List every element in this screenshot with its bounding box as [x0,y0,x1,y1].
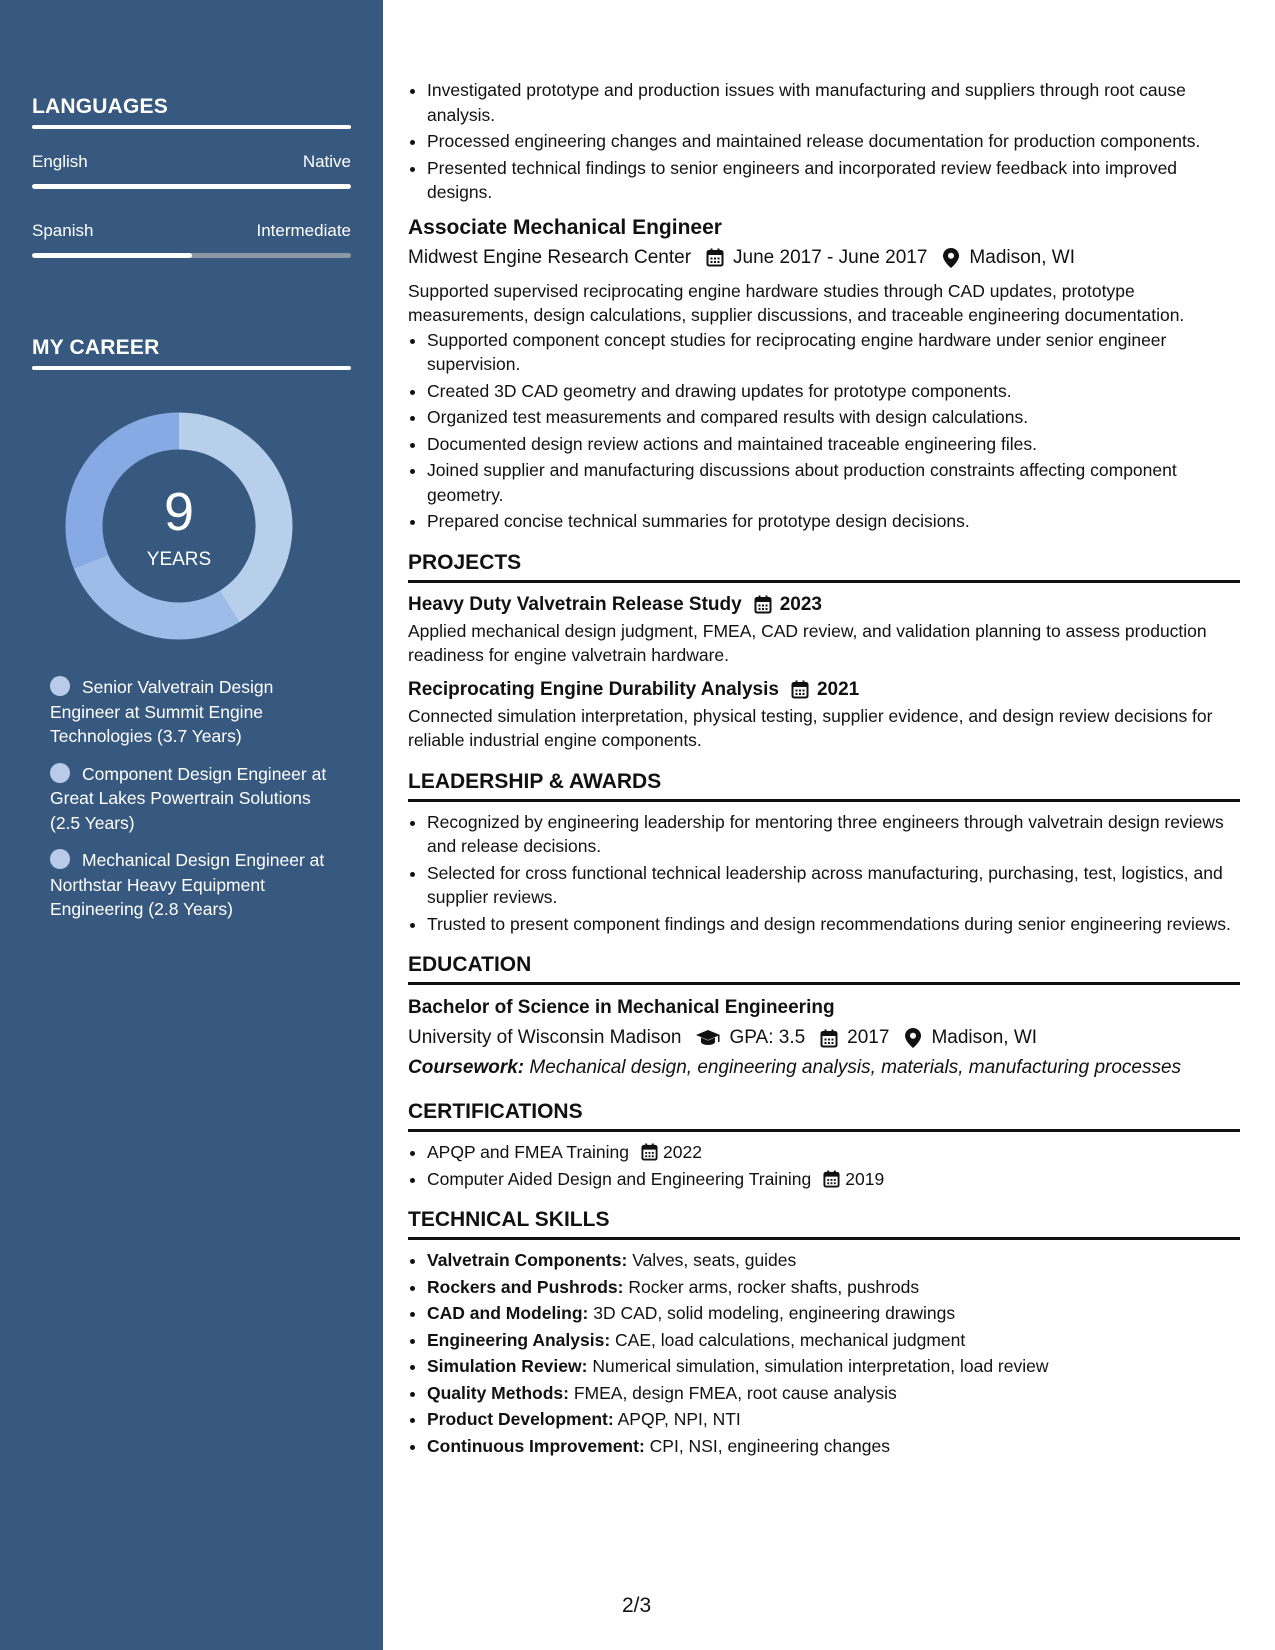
bullet-item: • Processed engineering changes and maintained release documentation for production components. [427,129,1240,154]
project-title [408,676,1240,704]
certifications-heading: CERTIFICATIONS [408,1097,1240,1132]
school-name: University of Wisconsin Madison [408,1027,682,1048]
skill-label: Continuous Improvement: [427,1435,645,1456]
previous-job-bullets [408,78,1240,205]
skill-label: CAD and Modeling: [427,1303,589,1323]
skill-item [427,1301,1240,1326]
skill-value: Numerical simulation, simulation interpretation, load review [592,1356,1049,1376]
bullet-item: • Investigated prototype and production issues with manufacturing and suppliers through root cause analysis. [427,78,1240,127]
career-dot-icon [50,849,70,869]
skill-label: Product Development: [427,1409,614,1429]
skill-label: Valvetrain Components: [427,1250,628,1270]
certifications-list [408,1140,1240,1191]
certification-item [427,1167,1240,1192]
calendar-icon [819,1028,839,1048]
job-bullets [408,328,1240,534]
career-item-label: Senior Valvetrain Design Engineer at Summit Engine Technologies (3.7 Years) [50,677,274,746]
certification-year: 2022 [663,1142,702,1162]
language-level: Native [302,152,351,171]
main-content [408,78,1240,1460]
project-title [408,591,1240,619]
bullet-item: • Prepared concise technical summaries for prototype design decisions. [427,509,1240,534]
skill-value: CAE, load calculations, mechanical judgment [615,1329,966,1350]
career-donut-chart [65,412,293,640]
skill-item [427,1275,1240,1300]
job-meta [408,243,1240,273]
calendar-icon [791,680,811,700]
skill-item [427,1248,1240,1273]
skill-item [427,1381,1240,1406]
languages-rule [32,125,351,129]
school-location: Madison, WI [931,1027,1038,1048]
project-year: 2021 [816,678,860,700]
bullet-item: • Presented technical findings to senior engineers and incorporated review feedback into improved designs. [427,156,1240,205]
certification-year: 2019 [845,1168,885,1189]
career-heading: MY CAREER [32,336,160,359]
career-item-label: Component Design Engineer at Great Lakes Powertrain Solutions (2.5 Years) [50,763,327,833]
job-company: Midwest Engine Research Center [408,246,692,268]
skill-item [427,1434,1240,1459]
project-name: Reciprocating Engine Durability Analysis [408,678,779,700]
bullet-item: • Trusted to present component findings and design recommendations during senior engineering reviews. [427,912,1240,937]
certification-name: • Computer Aided Design and Engineering Training [427,1168,812,1189]
project-description: Connected simulation interpretation, physical testing, supplier evidence, and design review decisions for reliable industrial engine components. [408,705,1213,750]
project-description: Applied mechanical design judgment, FMEA, CAD review, and validation planning to assess production readiness for engine valvetrain hardware. [408,620,1207,665]
bullet-item: • Created 3D CAD geometry and drawing updates for prototype components. [427,379,1240,404]
language-name: English [32,152,88,171]
calendar-icon [705,248,725,268]
language-bar-english [32,184,351,189]
languages-heading: LANGUAGES [32,95,168,118]
coursework-label: Coursework: [408,1057,525,1078]
technical-skills-heading: TECHNICAL SKILLS [408,1205,1240,1240]
career-dot-icon [50,763,70,783]
language-name: Spanish [32,221,94,240]
graduation-year: 2017 [847,1027,890,1048]
education-heading: EDUCATION [408,950,1240,985]
language-bar-fill [32,184,351,189]
calendar-icon [823,1170,841,1188]
education-meta [408,1023,1240,1053]
skill-value: Valves, seats, guides [632,1250,797,1270]
skill-label: Simulation Review: [427,1356,588,1376]
skill-value: Rocker arms, rocker shafts, pushrods [628,1276,920,1297]
career-total: 9 [163,482,195,542]
coursework-text: Mechanical design, engineering analysis, materials, manufacturing processes [529,1057,1182,1078]
career-dot-icon [50,676,70,696]
bullet-item: • Documented design review actions and maintained traceable engineering files. [427,432,1240,457]
location-pin-icon [941,248,961,268]
projects-heading: PROJECTS [408,548,1240,583]
skill-item [427,1407,1240,1432]
skill-value: 3D CAD, solid modeling, engineering drawings [593,1303,956,1323]
bullet-item: • Selected for cross functional technical leadership across manufacturing, purchasing, test, logistics, and supplier reviews. [427,861,1240,910]
job-location: Madison, WI [969,246,1076,268]
language-row-spanish [32,221,351,241]
career-unit: YEARS [146,549,212,570]
job-summary: Supported supervised reciprocating engine hardware studies through CAD updates, prototype measurements, design calculations, supplier discussions, and traceable engineering documentation. [408,280,1185,325]
career-rule [32,366,351,370]
project-name: Heavy Duty Valvetrain Release Study [408,593,742,615]
job-dates: June 2017 - June 2017 [733,246,928,268]
language-bar-spanish [32,253,351,258]
language-bar-fill [32,253,192,258]
graduation-cap-icon [695,1028,721,1048]
project-year: 2023 [779,593,822,615]
language-row-english [32,152,351,172]
certification-item [427,1140,1240,1165]
skill-value: APQP, NPI, NTI [617,1409,741,1429]
bullet-item: • Recognized by engineering leadership for mentoring three engineers through valvetrain design reviews and release decisions. [427,810,1240,859]
calendar-icon [641,1143,659,1161]
career-item-label: Mechanical Design Engineer at Northstar Heavy Equipment Engineering (2.8 Years) [50,850,325,919]
sidebar [0,0,383,1650]
certification-name: • APQP and FMEA Training [427,1142,630,1162]
location-pin-icon [903,1028,923,1048]
career-item [50,675,340,749]
skill-value: FMEA, design FMEA, root cause analysis [573,1382,897,1403]
gpa: GPA: 3.5 [729,1027,806,1048]
career-list [50,675,340,935]
page-number: 2/3 [622,1594,652,1617]
bullet-item: • Organized test measurements and compared results with design calculations. [427,405,1240,430]
skill-label: Rockers and Pushrods: [427,1276,624,1297]
bullet-item: • Joined supplier and manufacturing discussions about production constraints affecting component geometry. [427,458,1240,507]
career-item [50,762,340,836]
skill-label: Engineering Analysis: [427,1329,611,1350]
calendar-icon [754,595,774,615]
skill-value: CPI, NSI, engineering changes [649,1435,890,1456]
job-title: Associate Mechanical Engineer [408,215,722,239]
degree-title: Bachelor of Science in Mechanical Engineering [408,997,835,1018]
skill-item [427,1354,1240,1379]
skill-item [427,1328,1240,1353]
coursework [408,1053,1240,1083]
language-level: Intermediate [256,221,351,240]
skill-label: Quality Methods: [427,1382,569,1403]
leadership-heading: LEADERSHIP & AWARDS [408,767,1240,802]
career-item [50,848,340,922]
bullet-item: • Supported component concept studies for reciprocating engine hardware under senior engineer supervision. [427,328,1240,377]
leadership-bullets [408,810,1240,937]
skills-list [408,1248,1240,1458]
